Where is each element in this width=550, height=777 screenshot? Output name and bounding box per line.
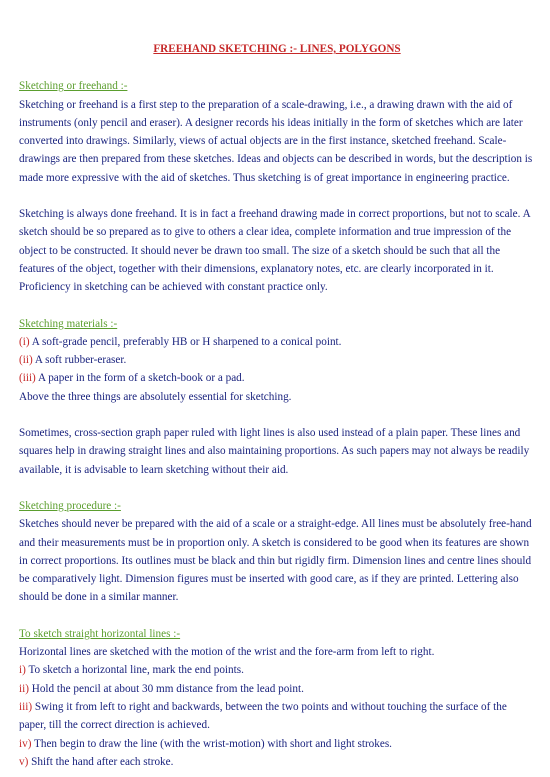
item-text: Shift the hand after each stroke. — [28, 755, 174, 768]
paragraph-sketching-freehand: Sketching is always done freehand. It is in fact a freehand drawing made in correct proportions, but not to scale. A sketch should be so prepared as to give to others a clear idea, complete information and true impression of the object to be constructed. It should never be drawn too small. The size of a sketch should be such that all the features of the object, together with their dimensions, explanatory notes, etc. are clearly incorporated in it. Proficiency in sketching can be achieved with constant practice only. — [19, 208, 531, 294]
list-item — [19, 698, 535, 735]
list-item — [19, 753, 535, 771]
item-number: iv) — [19, 737, 32, 750]
paragraph-materials-summary: Above the three things are absolutely essential for sketching. — [19, 390, 292, 403]
paragraph-sketching-procedure: Sketches should never be prepared with the aid of a scale or a straight-edge. All lines must be absolutely free-hand and their measurements must be in proportion only. A sketch is considered to be good when its features are shown in correct proportions. Its outlines must be black and thin but rigidly firm. Dimension lines and centre lines should be comparatively light. Dimension figures must be inserted with good care, as if they are printed. Lettering also should be done in a similar manner. — [19, 518, 532, 604]
item-text: Hold the pencil at about 30 mm distance from the lead point. — [28, 682, 304, 695]
item-text: Swing it from left to right and backwards, between the two points and without touching the surface of the paper, till the correct direction is achieved. — [19, 700, 507, 732]
section-heading-horizontal-lines: To sketch straight horizontal lines :- — [19, 627, 181, 640]
item-text: To sketch a horizontal line, mark the end points. — [25, 664, 244, 677]
list-item — [19, 351, 535, 369]
list-item — [19, 369, 535, 387]
item-number: i) — [19, 664, 26, 677]
list-item — [19, 735, 535, 753]
item-text: Then begin to draw the line (with the wrist-motion) with short and light strokes. — [31, 737, 392, 750]
paragraph-sketching-definition: Sketching or freehand is a first step to the preparation of a scale-drawing, i.e., a drawing drawn with the aid of instruments (only pencil and eraser). A designer records his ideas initially in the form of sketches which are later converted into drawings. Similarly, views of actual objects are in the first instance, sketched freehand. Scale-drawings are then prepared from these sketches. Ideas and objects can be described in words, but the description is made more expressive with the aid of sketches. Thus sketching is of great importance in engineering practice. — [19, 98, 533, 184]
item-number: v) — [19, 755, 29, 768]
paragraph-horizontal-intro: Horizontal lines are sketched with the motion of the wrist and the fore-arm from left to right. — [19, 646, 435, 659]
section-heading-sketching-materials: Sketching materials :- — [19, 317, 118, 330]
item-number: ii) — [19, 682, 29, 695]
page-title: FREEHAND SKETCHING :- LINES, POLYGONS — [153, 43, 401, 55]
item-number: (i) — [19, 335, 30, 348]
item-text: A paper in the form of a sketch-book or a pad. — [35, 372, 245, 385]
paragraph-graph-paper: Sometimes, cross-section graph paper ruled with light lines is also used instead of a plain paper. These lines and squares help in drawing straight lines and also maintaining proportions. As such papers may not always be readily available, it is advisable to learn sketching without their aid. — [19, 427, 530, 476]
item-text: A soft rubber-eraser. — [32, 354, 127, 367]
list-item — [19, 661, 535, 679]
list-item — [19, 333, 535, 351]
section-heading-sketching-or-freehand: Sketching or freehand :- — [19, 80, 128, 93]
list-item — [19, 680, 535, 698]
section-heading-sketching-procedure: Sketching procedure :- — [19, 499, 121, 512]
item-text: A soft-grade pencil, preferably HB or H sharpened to a conical point. — [29, 335, 342, 348]
item-number: (ii) — [19, 354, 33, 367]
item-number: iii) — [19, 700, 33, 713]
item-number: (iii) — [19, 372, 36, 385]
